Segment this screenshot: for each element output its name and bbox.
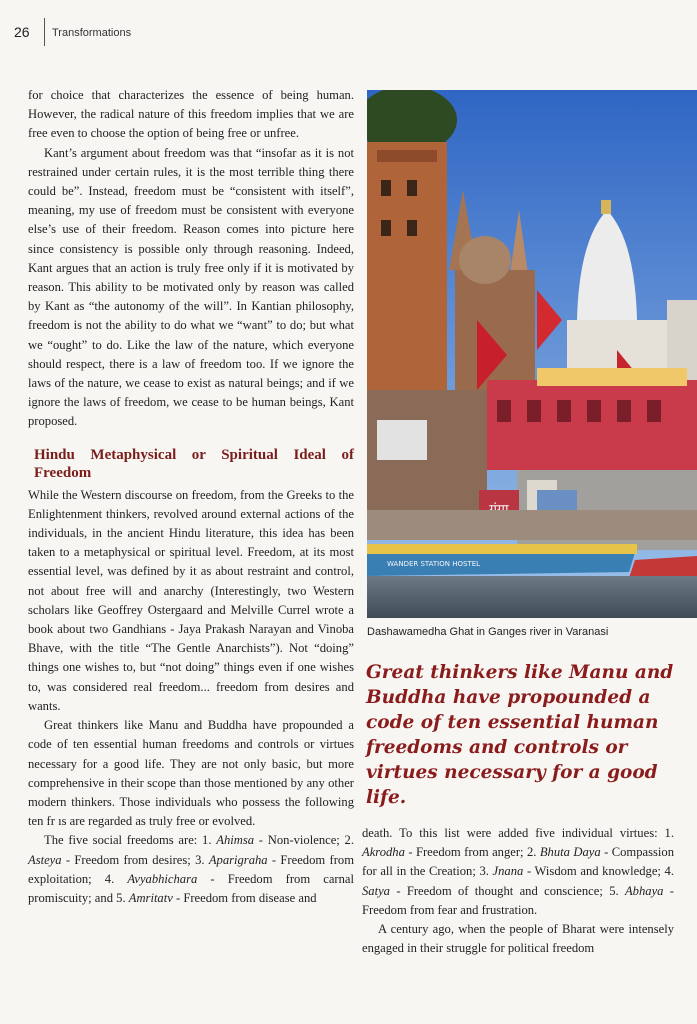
paragraph-social-freedoms: The five social freedoms are: 1. Ahimsa - Non-violence; 2. Asteya - Freedom from desires; 3. Aparigraha - Freedom from exploitation; 4. Avyabhichara - Freedom from carnal promiscuity; and 5. Amritatv - Freedom from disease and: [28, 833, 355, 905]
ghat-photo: [367, 90, 697, 618]
paragraph: for choice that characterizes the essence of being human. However, the radical nature of this freedom implies that we are free even to choose the option of being free or unfree.: [28, 88, 354, 141]
right-column: [362, 824, 674, 958]
paragraph-individual-virtues: death. To this list were added five individual virtues: 1. Akrodha - Freedom from anger; 2. Bhuta Daya - Compassion for all in the Creation; 3. Jnana - Wisdom and knowledge; 4. Satya - Freedom of thought and conscience; 5. Abhaya - Freedom from fear and frustration.: [362, 826, 675, 917]
section-name: Transformations: [52, 27, 132, 39]
section-heading: Hindu Metaphysical or Spiritual Ideal of Freedom: [34, 446, 354, 481]
pull-quote: Great thinkers like Manu and Buddha have propounded a code of ten essential human freedoms and controls or virtues necessary for a good life.: [366, 662, 674, 808]
paragraph: A century ago, when the people of Bharat were intensely engaged in their struggle for political freedom: [362, 922, 674, 956]
boat-sign: WANDER STATION HOSTEL: [387, 560, 481, 568]
paragraph: Kant’s argument about freedom was that “insofar as it is not restrained under certain rules, it is the most terrible thing there could be”. Instead, freedom must be “consistent with itself”, meaning, my use of freedom must be consistent with everyone else’s use of their freedom. Reason comes into picture here since consistency is possible only through reasoning. Indeed, Kant argues that an action is truly free only if it is motivated by reason. This ability to be motivated only by reason was called by Kant as “the autonomy of the will”. In Kantian philosophy, freedom is not the ability to do what we “want” to do; but what we “ought” to do. Like the law of the nature, which everyone should respect, there is a law of freedom too. If we ignore the laws of the nature, we cease to exist as natural beings; and if we ignore the laws of freedom, we cease to be human beings, Kant proposed.: [28, 145, 354, 429]
paragraph: Great thinkers like Manu and Buddha have propounded a code of ten essential human freedoms and controls or virtues necessary for a good life. They are not only basic, but more comprehensive in their scope than those mentioned by any other modern thinkers. Those individuals who possess the following ten fr ıs are regarded as truly free or evolved.: [28, 718, 354, 829]
page-number: 26: [14, 24, 30, 40]
photo-caption: Dashawamedha Ghat in Ganges river in Varanasi: [367, 626, 609, 638]
header-divider: [44, 18, 45, 46]
left-column: [28, 86, 354, 908]
paragraph: While the Western discourse on freedom, from the Greeks to the Enlightenment thinkers, revolved around external actions of the individuals, in the ancient Hindu literature, this idea has been taken to a metaphysical or spiritual level. Freedom, at its most essential level, was defined by it as about restraint and control, not about free will and anarchy (Interestingly, two Western scholars like Geoffrey Ostergaard and Melville Currel wrote a book about two Gandhians - Jaya Prakash Narayan and Vinoba Bhave, with the title “The Gentle Anarchists”). Not “doing” things one wishes to, but “not doing” things even if one wishes to, was considered real freedom... freedom from desires and wants.: [28, 487, 354, 713]
